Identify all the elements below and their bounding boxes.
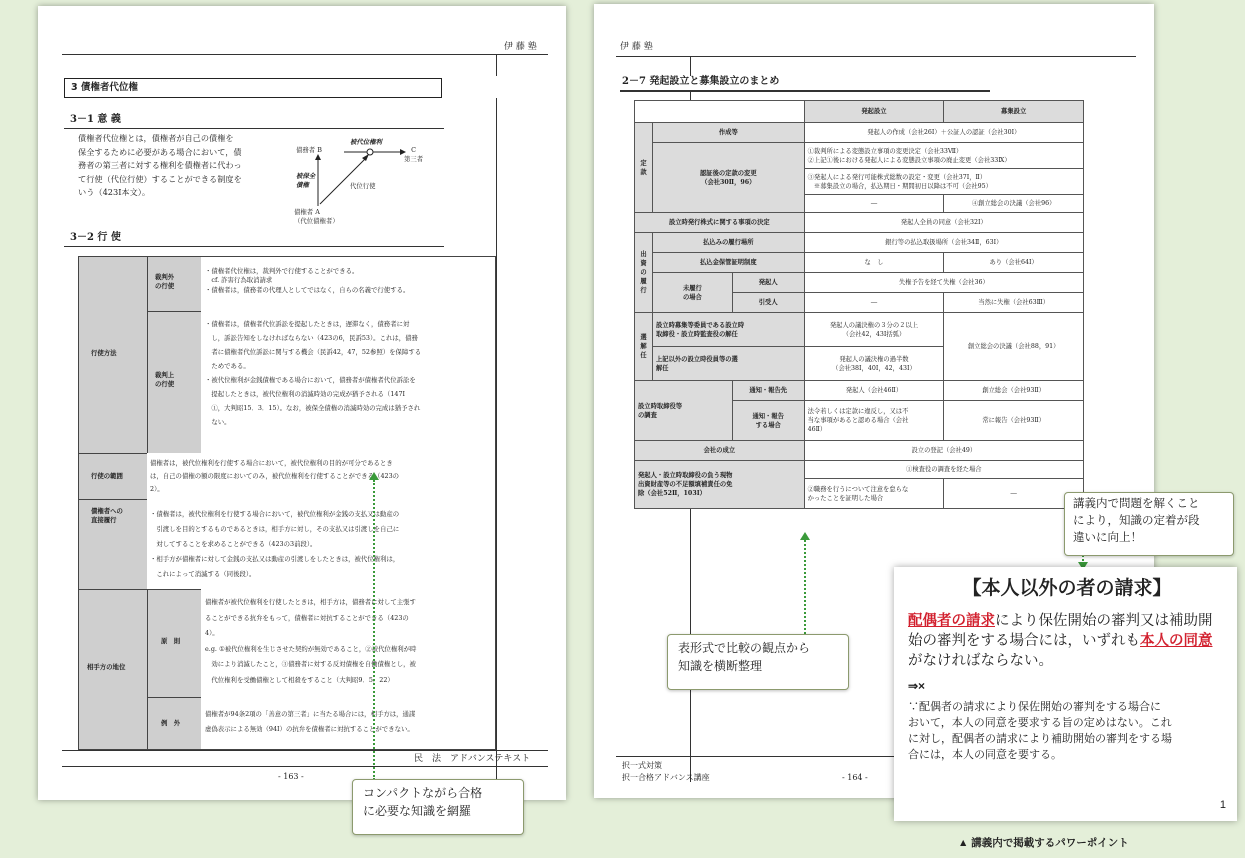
diagram-right-label: 被代位権利 [350,138,382,146]
textbook-page-163 [38,6,566,800]
sub-label-principle: 原 則 [161,637,181,645]
footer-line-2: 択一合格アドバンス講座 [622,773,710,782]
cell-out-of-court: ・債権者代位権は，裁判外で行使することができる。 cf. 詐害行為取消請求 ・債権者は，債務者の代理人としてではなく，自らの名義で行使する。 [205,267,410,294]
diagram-subrogation-label: 代位行使 [350,182,376,190]
cell-exception: 債権者が94条2項の「善意の第三者」に当たる場合には，相手方は，通謀 虚偽表示による無効（94Ⅰ）の抗弁を債権者に対抗することができない。 [205,710,416,733]
cell-principle: 債権者が被代位権利を行使したときは，相手方は，債務者に対して主張す ることができる抗弁をもって，債権者に対抗することができる（423の 4）。 e.g. ①被代位権利を生じさせた契約が無効であること，②被代位権利が時 効により消滅したこと，③債務者に対する反対債権を自働債権とし，被 代位権利を受働債権として相殺をすること（大判昭9．5．22） [205,598,417,684]
comparison-table: 発起設立 募集設立 定 款 作成等 発起人の作成（会社26Ⅰ）＋公証人の認証（会社30Ⅰ） 認証後の定款の変更 （会社30Ⅱ，96） ①裁判所による変態設立事項の変更決定（会社33Ⅶ） ②上記①後における発起人による変態設立事項の廃止変更（会社33Ⅸ） ③発起人による発行可能株式総数の設定・変更（会社37Ⅰ，Ⅱ） ※募集設立の場合，払込期日・期間初日以降は不可（会社95） ― ④創立総会の決議（会社96） 設立時発行株式に関する事項の決定 発起人全員の同意（会社32Ⅰ） 出 資 の 履 行 払込みの履行場所 銀行等の払込取扱場所（会社34Ⅱ，63Ⅰ） 払込金保管証明制度 な し あり（会社64Ⅰ） 未履行 の場合 発起人 失権予告を経て失権（会社36） 引受人 ― 当然に失権（会社63Ⅲ） 選 解 任 設立時募集等委員である設立時 取締役・設立時監査役の解任 発起人の議決権の３分の２以上 （会社42，43Ⅰ括弧） 創立総会の決議（会社88，91） 上記以外の設立時役員等の選 解任 発起人の議決権の過半数 （会社38Ⅰ，40Ⅰ，42，43Ⅰ） 設立時取締役等 の調査 通知・報告先 発起人（会社46Ⅱ） 創立総会（会社93Ⅱ） 通知・報告 する場合 法令若しくは定款に違反し，又は不 当な事項があると認める場合（会社 46Ⅱ） 常に報告（会社93Ⅱ） 会社の成立 設立の登記（会社49） 発起人・設立時取締役の負う現物 出資財産等の不足額填補責任の免 除（会社52Ⅱ，103Ⅰ） ①検査役の調査を経た場合 ②職務を行うについて注意を怠らな かったことを証明した場合 ― [634,100,1084,509]
footer-text: 民 法 アドバンステキスト [414,754,531,764]
connector-left [373,480,375,780]
callout-compact: コンパクトながら合格 に必要な知識を網羅 [352,779,524,835]
diagram-creditor-label: 債権者 A （代位債権者） [294,208,339,226]
chapter-title-box [64,78,442,98]
row-label-direct: 債権者への 直接履行 [91,507,123,525]
diagram-arrows [314,146,414,210]
cell-scope: 債権者は，被代位権利を行使する場合において，被代位権利の目的が可分であるとき は，自己の債権の額の限度においてのみ，被代位権利を行使することができる（423の 2）。 [150,459,400,493]
slide-title: 【本人以外の者の請求】 [962,578,1172,599]
col-header-a: 発起設立 [804,101,944,123]
slide-number: 1 [1219,799,1226,811]
callout-lecture: 講義内で問題を解くこと により，知識の定着が段 違いに向上！ [1064,492,1234,556]
arrow-up-icon [800,532,810,540]
sub-label-exception: 例 外 [161,719,181,727]
row-label-method: 行使方法 [91,349,117,357]
callout-table-format: 表形式で比較の観点から 知識を横断整理 [667,634,849,690]
slide-question: 配偶者の請求により保佐開始の審判又は補助開始の審判をする場合には，いずれも本人の同意がなければならない。 [908,613,1213,669]
row-label-counterparty: 相手方の地位 [87,663,126,671]
footer-line-1: 択一式対策 [622,761,662,770]
diagram-protected-claim: 被保全 債権 [296,172,316,190]
diagram-third-party: C 第三者 [404,146,424,164]
exercise-table [78,256,496,750]
slide-caption: ▲ 講義内で掲載するパワーポイント [958,837,1129,849]
red-phrase-1: 配偶者の請求 [908,613,995,629]
cell-direct: ・債権者は，被代位権利を行使する場合において，被代位権利が金銭の支払又は動産の 引渡しを目的とするものであるときは，相手方に対し，その支払又は引渡しを自己に 対してすることを求めることができる（423の3前段）。 ・相手方が債権者に対して金銭の支払又は動産の引渡しをしたときは，被代位権利は， これによって消滅する（同後段）。 [150,510,400,578]
cell-in-court: ・債権者は，債権者代位訴訟を提起したときは，遅滞なく，債務者に対 し，訴訟告知をしなければならない（423の6，民訴53）。これは，債務 者に債権者代位訴訟に関与する機会（民訴42，47，52参照）を保障する ためである。 ・被代位権利が金銭債権である場合において，債務者が債権者代位訴訟を 提起したときは，被代位権利の消滅時効の完成が猶予される（147Ⅰ ①，大判昭15．3．15）。なお，被保全債権の消滅時効の完成は猶予され ない。 [205,320,422,426]
page-number: - 163 - [278,772,304,781]
header-brand: 伊 藤 塾 [620,42,653,52]
diagram-debtor-label: 債務者 B [296,146,322,154]
red-phrase-2: 本人の同意 [1140,633,1213,649]
chapter-title: 3 債権者代位権 [71,82,138,93]
col-header-b: 募集設立 [944,101,1084,123]
sub-label-out-of-court: 裁判外 の行使 [155,273,175,291]
page-number: - 164 - [842,773,868,782]
slide-answer: ⇒× [908,679,926,693]
header-brand: 伊 藤 塾 [504,42,537,52]
powerpoint-slide [894,567,1237,821]
row-label-scope: 行使の範囲 [91,472,123,480]
sub-label-in-court: 裁判上 の行使 [155,371,175,389]
definition-text: 債権者代位権とは，債権者が自己の債権を 保全するために必要がある場合において，債 務者の第三者に対する権利を債権者に代わっ て行使（代位行使）することができる制度を いう（423Ⅰ本文）。 [78,133,242,197]
section-title-2: 3－2 行 使 [70,232,121,243]
slide-explanation: ∵配偶者の請求により保佐開始の審判をする場合に おいて，本人の同意を要求する旨の定めはない。これ に対し，配偶者の請求により補助開始の審判をする場 合には，本人の同意を要する。 [908,701,1172,761]
arrow-up-icon [369,472,379,480]
section-title: 3－1 意 義 [70,114,121,125]
summary-title: 2－7 発起設立と募集設立のまとめ [622,76,780,87]
connector-middle [804,540,806,634]
